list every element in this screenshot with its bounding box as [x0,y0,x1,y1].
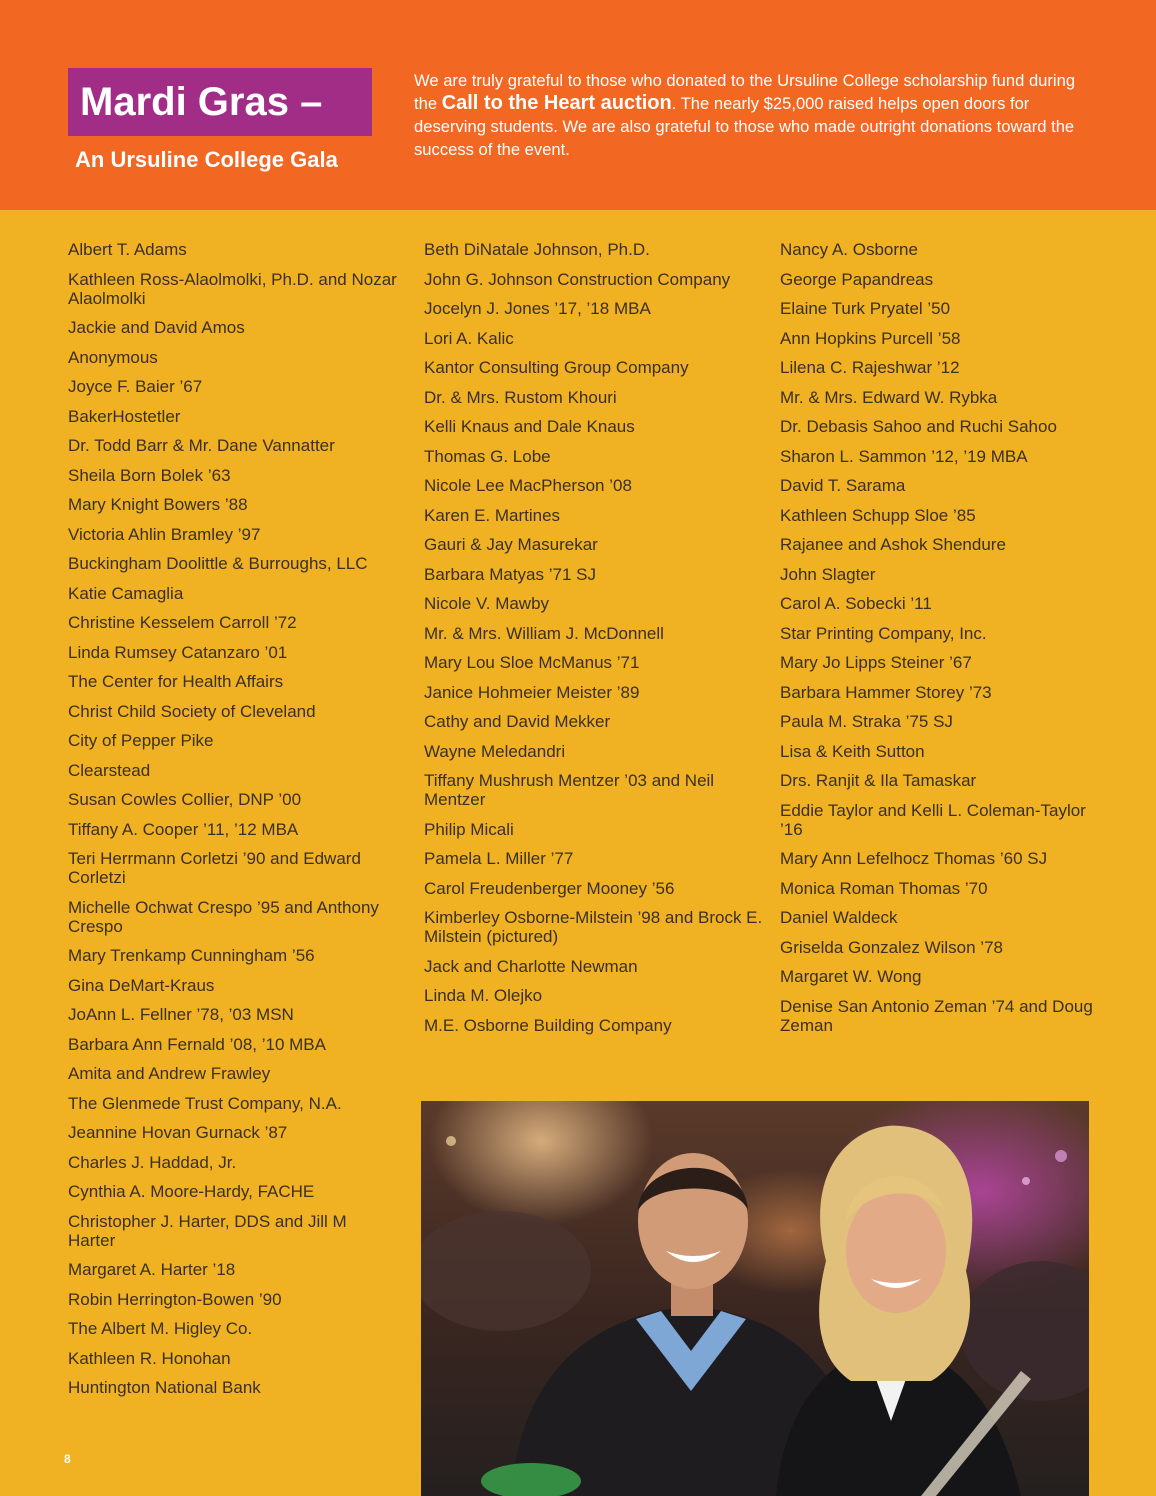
donor-name: Dr. & Mrs. Rustom Khouri [424,387,617,407]
donor-name: Cynthia A. Moore-Hardy, FACHE [68,1182,315,1201]
donor-name: Anonymous [68,347,158,367]
donor-column-2 [424,240,769,1045]
intro-text-end: . The nearly $25,000 raised helps open doors for deserving students. We are also grateful to those who made outright donations toward the success of the event. [414,94,1075,159]
donor-name: Mary Jo Lipps Steiner ’67 [780,653,972,672]
donor-name: Huntington National Bank [68,1378,261,1397]
donor-name: Albert T. Adams [68,240,187,259]
donor-name: Dr. Todd Barr & Mr. Dane Vannatter [68,436,335,455]
donor-name: Mary Lou Sloe McManus ’71 [424,653,640,672]
donor-name: Beth DiNatale Johnson, Ph.D. [424,240,650,259]
donor-name: Gina DeMart-Kraus [68,975,215,995]
donor-name: Christopher J. Harter, DDS and Jill M Harter [68,1211,347,1250]
donor-name: Gauri & Jay Masurekar [424,535,598,554]
donor-name: Lilena C. Rajeshwar ’12 [780,358,960,377]
donor-name: Philip Micali [424,819,514,839]
donor-name: Thomas G. Lobe [424,446,551,466]
header-banner [0,0,1156,210]
donor-name: Michelle Ochwat Crespo ’95 and Anthony Crespo [68,897,379,936]
donor-name: Ann Hopkins Purcell ’58 [780,328,961,348]
donor-name: Drs. Ranjit & Ila Tamaskar [780,771,977,790]
donor-name: Nicole Lee MacPherson ’08 [424,476,632,495]
donor-name: John Slagter [780,564,876,584]
donor-name: George Papandreas [780,269,934,289]
donor-name: Lori A. Kalic [424,328,514,348]
donor-name: Buckingham Doolittle & Burroughs, LLC [68,554,368,573]
event-photo [421,1101,1089,1496]
donor-name: Margaret W. Wong [780,967,922,986]
donor-name: Mr. & Mrs. William J. McDonnell [424,623,664,643]
donor-name: Linda M. Olejko [424,986,543,1005]
donor-name: JoAnn L. Fellner ’78, ’03 MSN [68,1005,294,1024]
donor-name: Kathleen Ross-Alaolmolki, Ph.D. and Nozar Alaolmolki [68,269,397,308]
donor-name: Kathleen R. Honohan [68,1348,231,1368]
donor-name: Linda Rumsey Catanzaro ’01 [68,642,288,662]
donor-name: Mary Knight Bowers ’88 [68,495,248,514]
donor-name: Victoria Ahlin Bramley ’97 [68,524,261,544]
donor-name: Kathleen Schupp Sloe ’85 [780,505,976,525]
donor-name: Kimberley Osborne-Milstein ’98 and Brock E. Milstein (pictured) [424,908,763,946]
donor-name: David T. Sarama [780,476,906,495]
donor-name: Mary Trenkamp Cunningham ’56 [68,946,315,965]
donor-name: Barbara Ann Fernald ’08, ’10 MBA [68,1034,326,1054]
donor-name: Elaine Turk Pryatel ’50 [780,299,951,318]
donor-name: Nancy A. Osborne [780,240,918,259]
donor-column-3 [780,240,1100,1045]
donor-name: Sharon L. Sammon ’12, ’19 MBA [780,446,1028,466]
donor-name: Margaret A. Harter ’18 [68,1260,236,1279]
intro-paragraph [414,69,1094,161]
donor-name: Barbara Hammer Storey ’73 [780,682,992,702]
donor-name: Janice Hohmeier Meister ’89 [424,682,640,702]
page-title: Mardi Gras – [80,80,323,124]
donor-name: M.E. Osborne Building Company [424,1015,672,1035]
intro-text-start: We are truly grateful to those who donated to the Ursuline College scholarship fund during the [414,71,1076,113]
page-subtitle: An Ursuline College Gala [75,147,338,172]
donor-name: Monica Roman Thomas ’70 [780,878,988,898]
title-box [68,68,372,136]
donor-name: BakerHostetler [68,406,181,426]
donor-name: Tiffany Mushrush Mentzer ’03 and Neil Mentzer [424,771,715,809]
donor-name: Kantor Consulting Group Company [424,358,689,377]
donor-name: Griselda Gonzalez Wilson ’78 [780,937,1003,957]
donor-name: Katie Camaglia [68,583,184,603]
donor-name: Eddie Taylor and Kelli L. Coleman-Taylor ’16 [780,800,1086,839]
donor-name: Barbara Matyas ’71 SJ [424,564,596,584]
donor-name: Kelli Knaus and Dale Knaus [424,417,635,436]
donor-name: Clearstead [68,760,151,780]
donor-name: Sheila Born Bolek ’63 [68,465,231,485]
donor-name: Jocelyn J. Jones ’17, ’18 MBA [424,299,651,318]
donor-name: Mr. & Mrs. Edward W. Rybka [780,387,998,407]
auction-name: Call to the Heart auction [441,92,672,114]
donor-name: Christ Child Society of Cleveland [68,701,316,721]
donor-name: Teri Herrmann Corletzi ’90 and Edward Corletzi [68,849,361,887]
donor-name: Charles J. Haddad, Jr. [68,1152,237,1172]
donor-name: Star Printing Company, Inc. [780,623,987,643]
donor-name: The Center for Health Affairs [68,672,284,691]
donor-name: The Glenmede Trust Company, N.A. [68,1093,342,1113]
donor-name: Jack and Charlotte Newman [424,956,638,976]
donor-name: Denise San Antonio Zeman ’74 and Doug Zeman [780,996,1093,1035]
donor-name: City of Pepper Pike [68,731,214,750]
donor-name: Susan Cowles Collier, DNP ’00 [68,790,302,809]
donor-name: Robin Herrington-Bowen ’90 [68,1289,282,1309]
donor-name: Karen E. Martines [424,505,561,525]
donor-name: Lisa & Keith Sutton [780,741,925,761]
donor-name: Amita and Andrew Frawley [68,1064,271,1083]
donor-name: Cathy and David Mekker [424,712,611,731]
donor-column-1 [68,240,398,1408]
donor-name: Rajanee and Ashok Shendure [780,535,1006,554]
donor-name: Joyce F. Baier ’67 [68,377,203,396]
donor-name: Jackie and David Amos [68,318,245,337]
donor-name: Daniel Waldeck [780,908,898,927]
donor-name: Jeannine Hovan Gurnack ’87 [68,1123,288,1142]
donor-name: Pamela L. Miller ’77 [424,849,574,868]
donor-name: Paula M. Straka ’75 SJ [780,712,953,731]
donor-name: Nicole V. Mawby [424,594,550,613]
donor-name: Christine Kesselem Carroll ’72 [68,613,297,632]
donor-name: Tiffany A. Cooper ’11, ’12 MBA [68,819,299,839]
photo-couple-illustration [421,1101,1089,1496]
donor-name: Mary Ann Lefelhocz Thomas ’60 SJ [780,849,1048,868]
donor-name: Wayne Meledandri [424,741,566,761]
page-number: 8 [64,1452,71,1466]
donor-name: Carol Freudenberger Mooney ’56 [424,878,675,898]
donor-name: John G. Johnson Construction Company [424,269,731,289]
donor-name: Dr. Debasis Sahoo and Ruchi Sahoo [780,417,1057,436]
donor-name: The Albert M. Higley Co. [68,1319,253,1338]
donor-name: Carol A. Sobecki ’11 [780,594,932,613]
